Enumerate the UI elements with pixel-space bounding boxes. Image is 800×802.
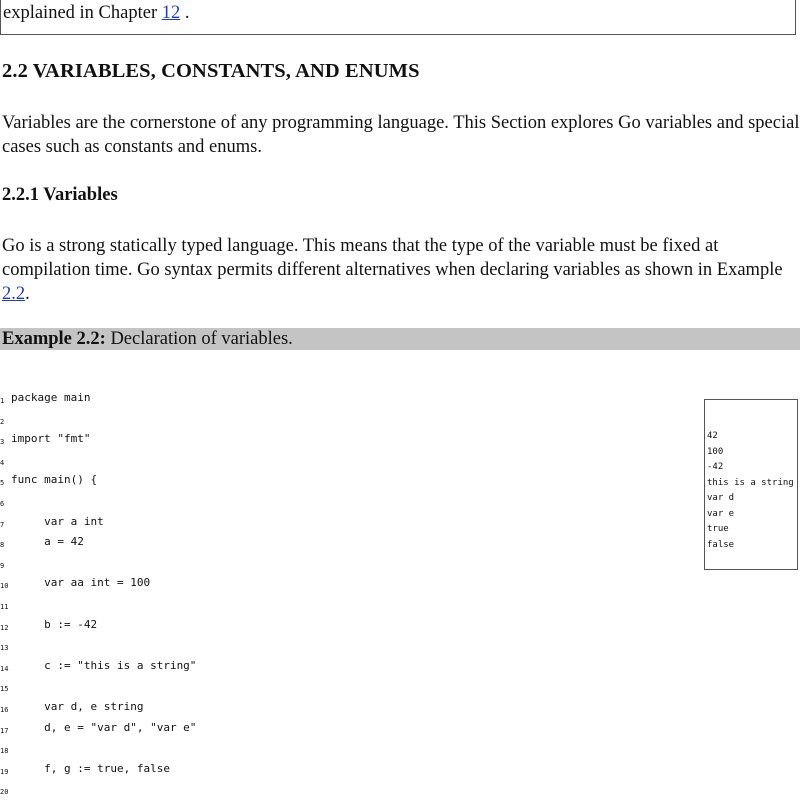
code-text: d, e = "var d", "var e" [11, 720, 197, 734]
example-label: Example 2.2: [2, 329, 106, 349]
subsection-title: 2.2.1 Variables [2, 185, 118, 205]
program-output-box [704, 399, 798, 570]
previous-text-line-2 [3, 2, 190, 25]
output-line: 100 [707, 446, 724, 457]
line-number: 9 [0, 561, 5, 570]
code-line [0, 514, 680, 535]
line-number: 14 [0, 664, 9, 673]
output-line: -42 [707, 462, 724, 472]
code-text: package main [11, 391, 91, 404]
line-number: 4 [0, 458, 5, 467]
previous-section-box [0, 0, 796, 35]
code-text: b := -42 [11, 617, 98, 631]
line-number: 10 [0, 582, 9, 591]
code-text: var aa int = 100 [11, 576, 151, 590]
output-line: true [707, 524, 729, 534]
line-number: 3 [0, 438, 5, 447]
code-line [0, 555, 680, 576]
code-line [0, 658, 680, 679]
line-number: 7 [0, 520, 5, 529]
output-line: false [707, 539, 735, 550]
line-number: 1 [0, 397, 5, 405]
subsection-body [2, 234, 800, 306]
code-text: var d, e string [11, 699, 144, 713]
line-number: 8 [0, 541, 5, 550]
code-line [0, 678, 680, 699]
line-number: 11 [0, 602, 9, 611]
line-number: 20 [0, 788, 9, 797]
code-line [0, 699, 680, 720]
output-line: 42 [707, 431, 718, 441]
code-line [0, 390, 680, 411]
code-line [0, 596, 680, 617]
section-title: 2.2 VARIABLES, CONSTANTS, AND ENUMS [2, 60, 420, 82]
text-fragment: Go is a strong statically typed language. This means that the type of the variable must be fixed at compilation time. Go syntax permits different alternatives when declaring variables as shown in Example [2, 236, 783, 280]
code-line [0, 740, 680, 761]
code-line [0, 534, 680, 555]
output-line: var e [707, 508, 735, 519]
line-number: 18 [0, 747, 9, 756]
chapter-12-link[interactable]: 12 [161, 3, 181, 23]
code-text: var a int [11, 514, 104, 528]
code-listing [0, 390, 680, 802]
code-line [0, 452, 680, 473]
text-fragment: . [180, 3, 190, 23]
output-line: var d [707, 493, 735, 503]
code-text: c := "this is a string" [11, 658, 197, 672]
code-text: func main() { [11, 473, 98, 487]
example-caption-bar [0, 328, 800, 350]
line-number: 17 [0, 726, 9, 735]
code-text: a = 42 [11, 535, 84, 549]
line-number: 2 [0, 417, 5, 426]
code-line [0, 493, 680, 514]
code-line [0, 637, 680, 658]
code-line [0, 411, 680, 432]
line-number: 13 [0, 644, 9, 653]
line-number: 15 [0, 685, 9, 694]
line-number: 6 [0, 499, 5, 508]
code-line [0, 617, 680, 638]
code-line [0, 761, 680, 782]
code-line [0, 472, 680, 493]
example-caption: Declaration of variables. [105, 329, 293, 349]
line-number: 12 [0, 623, 9, 632]
line-number: 16 [0, 705, 9, 714]
code-line [0, 575, 680, 596]
example-2-2-link[interactable]: 2.2 [2, 284, 26, 304]
code-line [0, 720, 680, 741]
output-line: this is a string [707, 477, 794, 488]
code-text: f, g := true, false [11, 761, 170, 775]
line-number: 5 [0, 479, 5, 488]
line-number: 19 [0, 767, 9, 776]
code-line [0, 781, 680, 802]
text-fragment: . [25, 284, 30, 304]
section-intro: Variables are the cornerstone of any programming language. This Section explores Go variables and special cases such as constants and enums. [2, 113, 800, 157]
code-line [0, 431, 680, 452]
code-text: import "fmt" [11, 432, 91, 446]
text-fragment: explained in Chapter [3, 3, 162, 23]
